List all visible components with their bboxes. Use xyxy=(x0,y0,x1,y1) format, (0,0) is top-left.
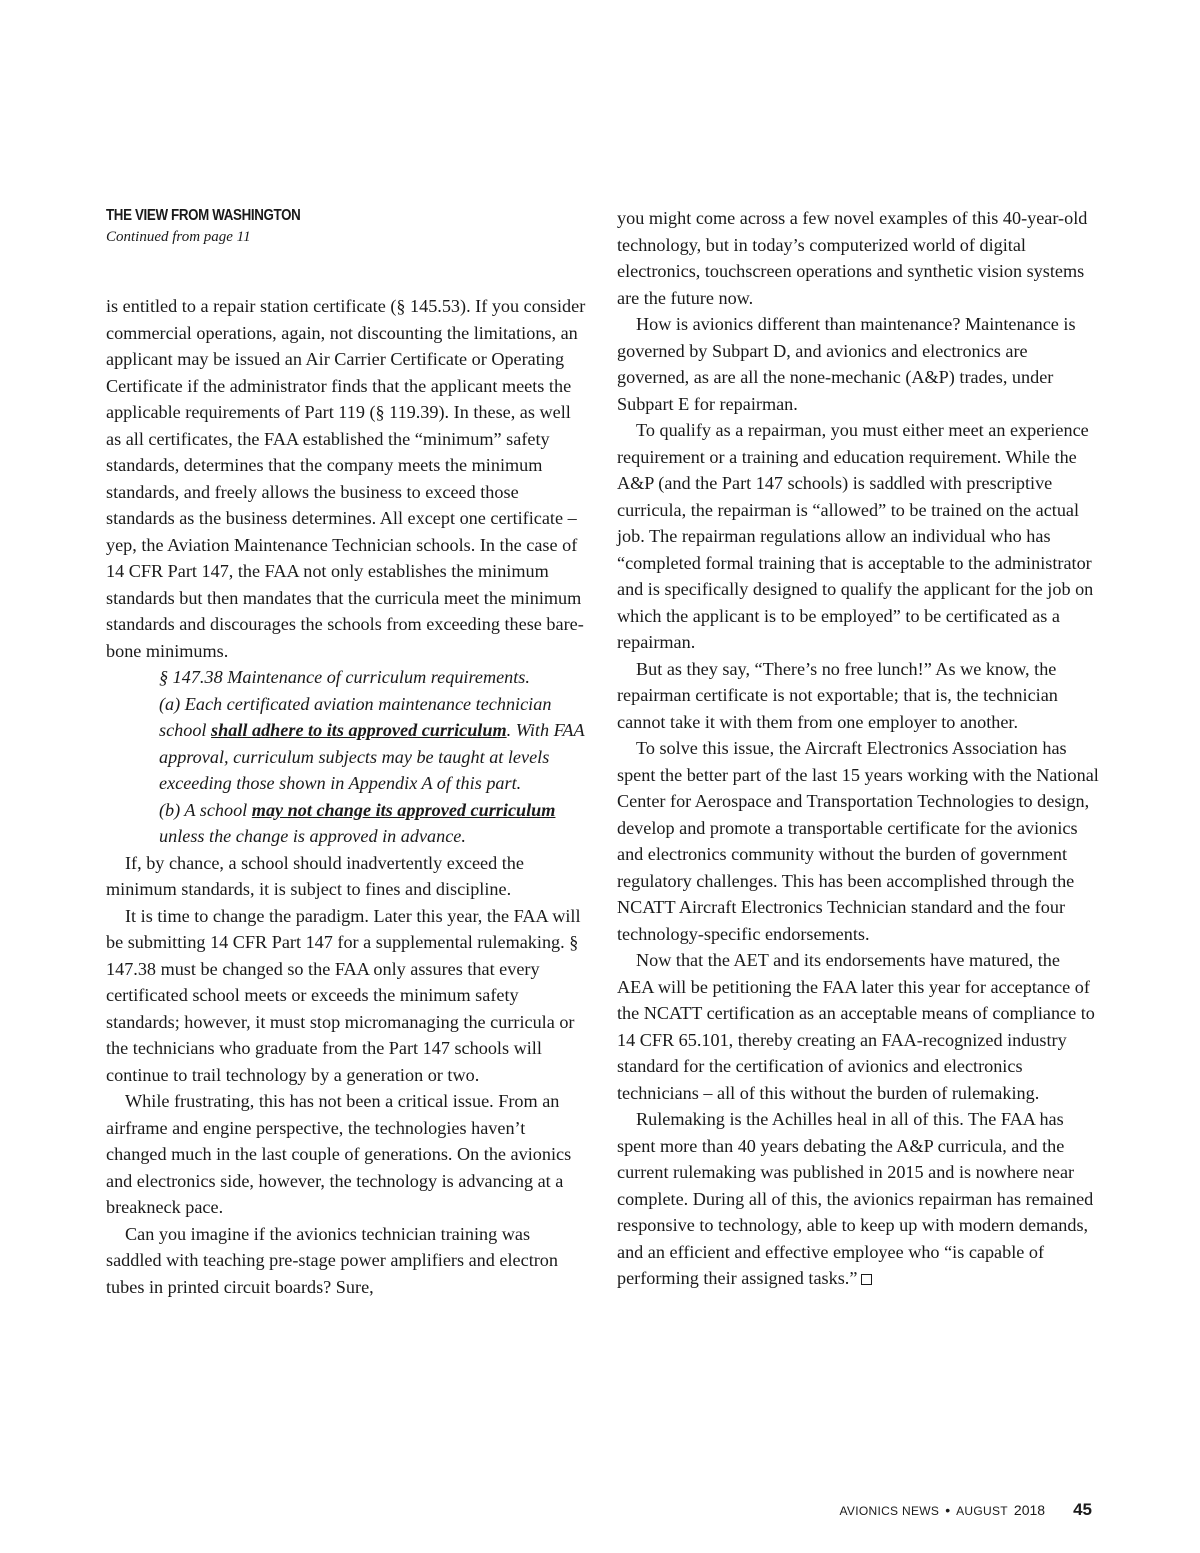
emphasis: shall adhere to its approved curriculum xyxy=(211,720,507,740)
paragraph: To solve this issue, the Aircraft Electronics Association has spent the better part of the last 15 years working with the National Center for Aerospace and Transportation Technologies to design, develop and promote a transportable certificate for the avionics and electronics community without the burden of government regulatory challenges. This has been accomplished through the NCATT Aircraft Electronics Technician standard and the four technology-specific endorsements. xyxy=(617,738,1099,944)
paragraph: How is avionics different than maintenance? Maintenance is governed by Subpart D, and avionics and electronics are governed, as are all the none-mechanic (A&P) trades, under Subpart E for repairman. xyxy=(617,314,1076,414)
emphasis: may not change its approved curriculum xyxy=(251,799,556,820)
paragraph: Can you imagine if the avionics technician training was saddled with teaching pre-stage power amplifiers and electron tubes in printed circuit boards? Sure, xyxy=(106,1223,558,1297)
quote-clause-a: (a) Each certificated aviation maintenance technician school shall adhere to its approved curriculum. With FAA approval, curriculum subjects may be taught at levels exceeding those shown in Appendix A of this part. xyxy=(159,693,585,793)
paragraph: is entitled to a repair station certificate (§ 145.53). If you consider commercial operations, again, not discounting the limitations, an applicant may be issued an Air Carrier Certificate or Operating Certificate if the administrator finds that the applicant meets the applicable requirements of Part 119 (§ 119.39). In these, as well as all certificates, the FAA established the “minimum” safety standards, determines that the company meets the minimum standards, and freely allows the business to exceed those standards as the business determines. All except one certificate – yep, the Aviation Maintenance Technician schools. In the case of 14 CFR Part 147, the FAA not only establishes the minimum standards but then mandates that the curricula meet the minimum standards and discourages the schools from exceeding these bare-bone minimums. xyxy=(106,296,586,661)
issue-year: 2018 xyxy=(1013,1502,1046,1518)
continued-note: Continued from page 11 xyxy=(106,229,251,245)
quote-clause-b: (b) A school may not change its approved curriculum unless the change is approved in advance. xyxy=(159,799,556,846)
end-of-article-icon xyxy=(861,1274,872,1285)
paragraph: It is time to change the paradigm. Later this year, the FAA will be submitting 14 CFR Part 147 for a supplemental rulemaking. § 147.38 must be changed so the FAA only assures that every certificated school meets or exceeds the minimum safety standards; however, it must stop micromanaging the curricula or the technicians who graduate from the Part 147 schools will continue to trail technology by a generation or two. xyxy=(106,905,581,1085)
paragraph: If, by chance, a school should inadvertently exceed the minimum standards, it is subject to fines and discipline. xyxy=(106,852,524,899)
page-footer xyxy=(840,1500,1093,1520)
paragraph-final: Rulemaking is the Achilles heal in all of this. The FAA has spent more than 40 years debating the A&P curricula, and the current rulemaking was published in 2015 and is nowhere near complete. During all of this, the avionics repairman has remained responsive to technology, able to keep up with modern demands, and an efficient and effective employee who “is capable of performing their assigned tasks.” xyxy=(617,1109,1094,1288)
paragraph: Now that the AET and its endorsements have matured, the AEA will be petitioning the FAA later this year for acceptance of the NCATT certification as an acceptable means of compliance to 14 CFR 65.101, thereby creating an FAA-recognized industry standard for the certification of avionics and electronics technicians – all of this without the burden of rulemaking. xyxy=(617,950,1095,1103)
publication-name: AVIONICS NEWS xyxy=(839,1504,940,1518)
paragraph: But as they say, “There’s no free lunch!” As we know, the repairman certificate is not exportable; that is, the technician cannot take it with them from one employer to another. xyxy=(617,658,1058,732)
issue-month: AUGUST xyxy=(956,1504,1008,1518)
paragraph: you might come across a few novel examples of this 40-year-old technology, but in today’s computerized world of digital electronics, touchscreen operations and synthetic vision systems are the future now. xyxy=(617,208,1088,308)
left-column xyxy=(106,205,588,1300)
right-column xyxy=(617,205,1099,1292)
paragraph: While frustrating, this has not been a critical issue. From an airframe and engine perspective, the technologies haven’t changed much in the last couple of generations. On the avionics and electronics side, however, the technology is advancing at a breakneck pace. xyxy=(106,1091,572,1217)
regulation-quote xyxy=(159,664,588,850)
section-title: THE VIEW FROM WASHINGTON xyxy=(106,207,301,224)
footer-separator: • xyxy=(945,1502,951,1518)
paragraph: To qualify as a repairman, you must either meet an experience requirement or a training and education requirement. While the A&P (and the Part 147 schools) is saddled with prescriptive curricula, the repairman is “allowed” to be trained on the actual job. The repairman regulations allow an individual who has “completed formal training that is acceptable to the administrator and is specifically designed to qualify the applicant for the job on which the applicant is to be employed” to be certificated as a repairman. xyxy=(617,420,1094,652)
quote-heading: § 147.38 Maintenance of curriculum requirements. xyxy=(159,667,530,687)
page-number: 45 xyxy=(1073,1500,1092,1519)
